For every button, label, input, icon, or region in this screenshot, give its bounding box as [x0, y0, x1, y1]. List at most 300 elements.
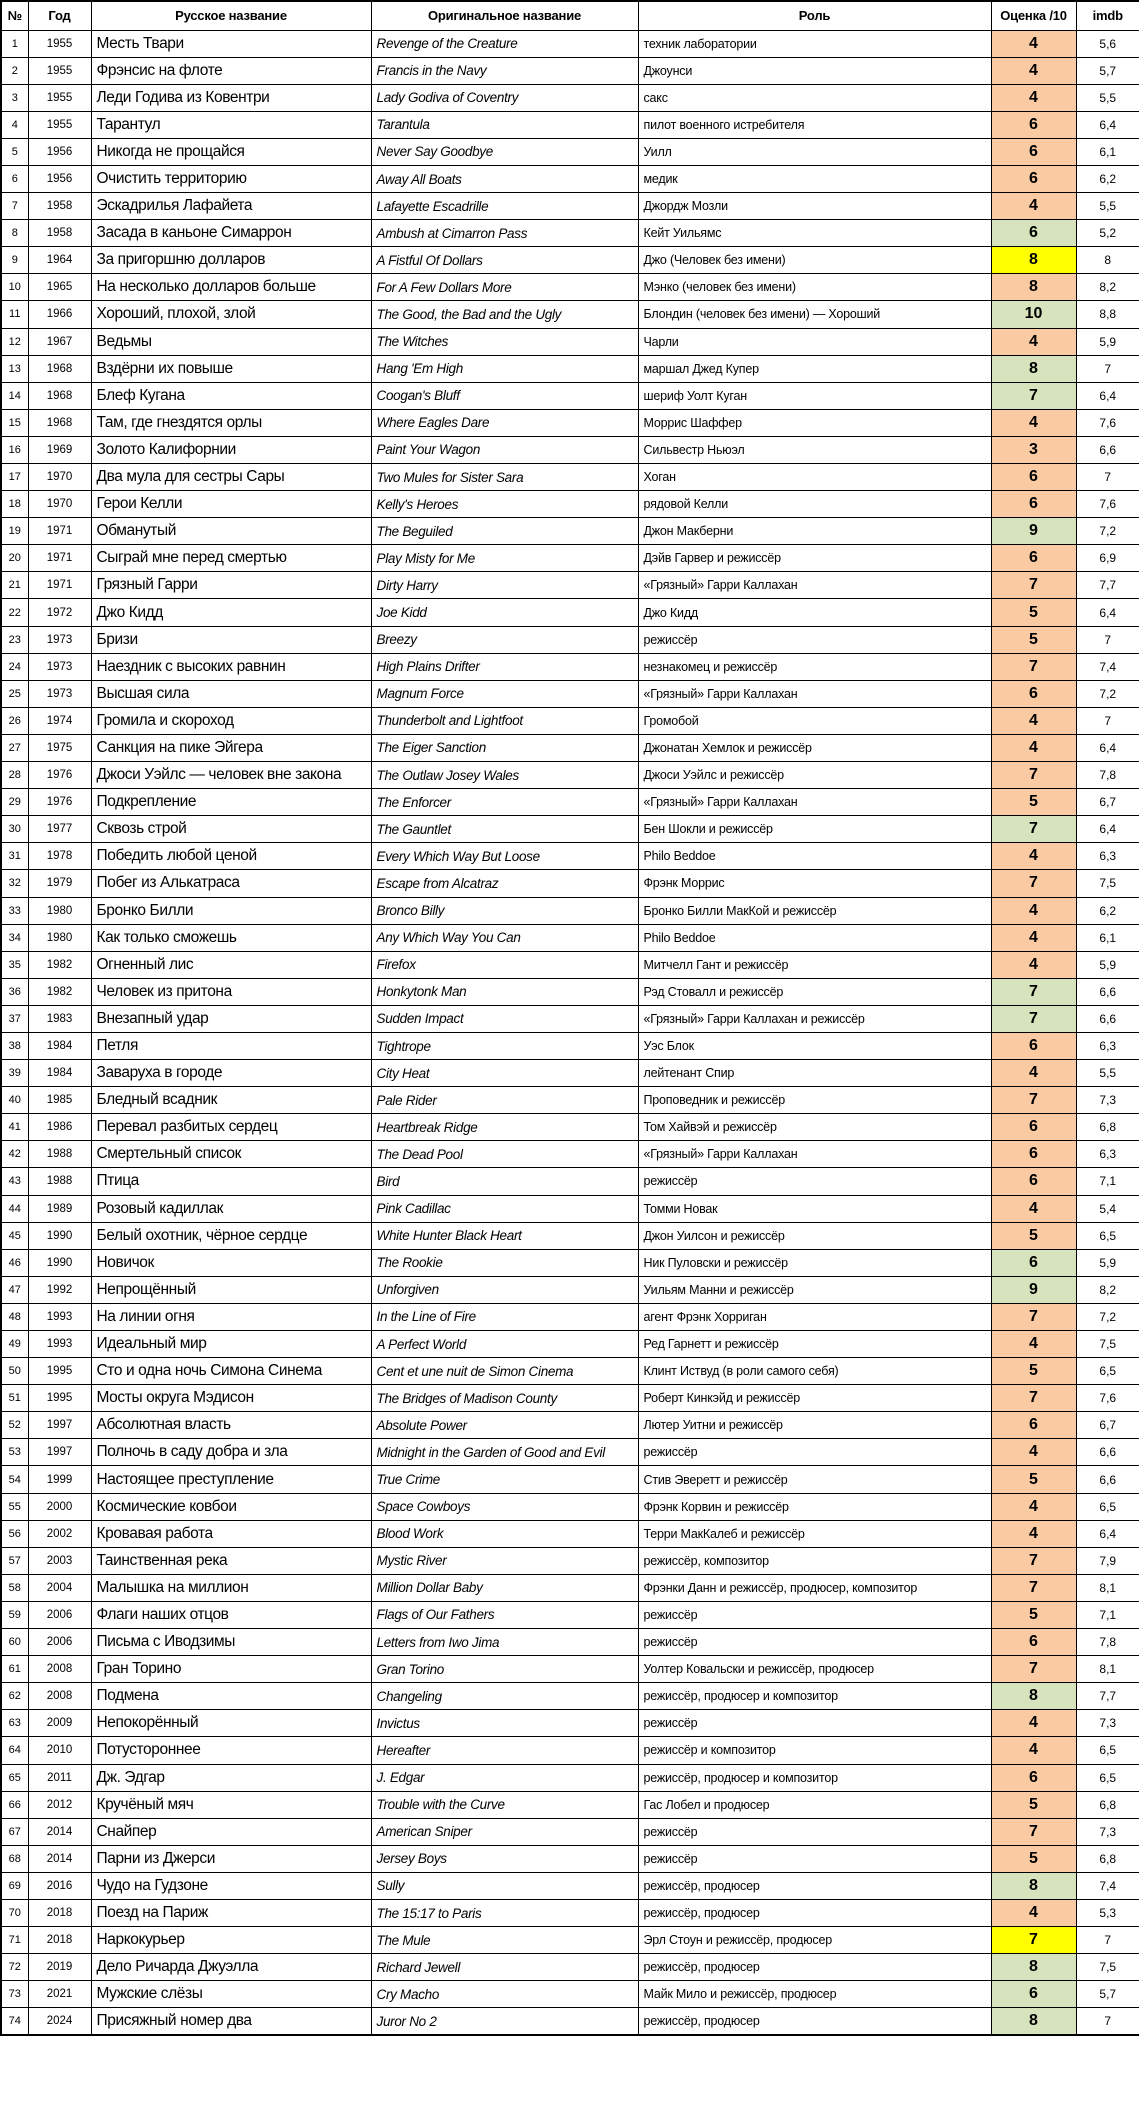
cell-number[interactable]: 44	[1, 1195, 28, 1222]
cell-year[interactable]: 2008	[28, 1656, 91, 1683]
cell-imdb[interactable]: 6,2	[1076, 897, 1139, 924]
cell-year[interactable]: 1956	[28, 165, 91, 192]
cell-year[interactable]: 1971	[28, 572, 91, 599]
cell-title-original[interactable]: The Outlaw Josey Wales	[371, 762, 638, 789]
cell-role[interactable]: Джоси Уэйлс и режиссёр	[638, 762, 991, 789]
cell-number[interactable]: 32	[1, 870, 28, 897]
cell-imdb[interactable]: 8,1	[1076, 1656, 1139, 1683]
cell-number[interactable]: 53	[1, 1439, 28, 1466]
cell-role[interactable]: режиссёр, композитор	[638, 1547, 991, 1574]
cell-rating[interactable]: 4	[991, 924, 1076, 951]
cell-rating[interactable]: 8	[991, 355, 1076, 382]
cell-number[interactable]: 69	[1, 1872, 28, 1899]
cell-year[interactable]: 1982	[28, 978, 91, 1005]
cell-number[interactable]: 28	[1, 762, 28, 789]
cell-title-ru[interactable]: Джоси Уэйлс — человек вне закона	[91, 762, 371, 789]
cell-title-original[interactable]: Thunderbolt and Lightfoot	[371, 707, 638, 734]
cell-title-ru[interactable]: Месть Твари	[91, 30, 371, 57]
cell-role[interactable]: Том Хайвэй и режиссёр	[638, 1114, 991, 1141]
cell-title-original[interactable]: Play Misty for Me	[371, 545, 638, 572]
cell-title-original[interactable]: Kelly's Heroes	[371, 491, 638, 518]
cell-role[interactable]: Уолтер Ковальски и режиссёр, продюсер	[638, 1656, 991, 1683]
cell-number[interactable]: 51	[1, 1385, 28, 1412]
cell-imdb[interactable]: 5,6	[1076, 30, 1139, 57]
header-year[interactable]: Год	[28, 1, 91, 30]
cell-role[interactable]: Уэс Блок	[638, 1032, 991, 1059]
cell-title-original[interactable]: Where Eagles Dare	[371, 409, 638, 436]
cell-year[interactable]: 1988	[28, 1168, 91, 1195]
cell-rating[interactable]: 4	[991, 951, 1076, 978]
cell-imdb[interactable]: 7,3	[1076, 1087, 1139, 1114]
cell-imdb[interactable]: 6,5	[1076, 1493, 1139, 1520]
cell-rating[interactable]: 8	[991, 1683, 1076, 1710]
cell-year[interactable]: 1997	[28, 1439, 91, 1466]
cell-role[interactable]: пилот военного истребителя	[638, 111, 991, 138]
cell-title-original[interactable]: Hang 'Em High	[371, 355, 638, 382]
cell-imdb[interactable]: 7,9	[1076, 1547, 1139, 1574]
cell-title-ru[interactable]: Леди Годива из Ковентри	[91, 84, 371, 111]
cell-number[interactable]: 54	[1, 1466, 28, 1493]
cell-imdb[interactable]: 6,3	[1076, 843, 1139, 870]
cell-number[interactable]: 20	[1, 545, 28, 572]
cell-rating[interactable]: 6	[991, 1981, 1076, 2008]
cell-rating[interactable]: 7	[991, 1574, 1076, 1601]
cell-rating[interactable]: 5	[991, 626, 1076, 653]
cell-title-original[interactable]: Pink Cadillac	[371, 1195, 638, 1222]
cell-role[interactable]: Терри МакКалеб и режиссёр	[638, 1520, 991, 1547]
cell-title-original[interactable]: Bronco Billy	[371, 897, 638, 924]
cell-role[interactable]: Сильвестр Ньюэл	[638, 436, 991, 463]
cell-year[interactable]: 1999	[28, 1466, 91, 1493]
cell-imdb[interactable]: 6,5	[1076, 1222, 1139, 1249]
cell-rating[interactable]: 6	[991, 111, 1076, 138]
cell-role[interactable]: Митчелл Гант и режиссёр	[638, 951, 991, 978]
cell-imdb[interactable]: 7,8	[1076, 762, 1139, 789]
cell-imdb[interactable]: 6,5	[1076, 1764, 1139, 1791]
cell-imdb[interactable]: 6,1	[1076, 924, 1139, 951]
cell-year[interactable]: 1956	[28, 138, 91, 165]
cell-title-ru[interactable]: Подкрепление	[91, 789, 371, 816]
cell-number[interactable]: 4	[1, 111, 28, 138]
cell-year[interactable]: 1972	[28, 599, 91, 626]
cell-title-ru[interactable]: Вздёрни их повыше	[91, 355, 371, 382]
cell-role[interactable]: «Грязный» Гарри Каллахан	[638, 572, 991, 599]
cell-rating[interactable]: 4	[991, 1710, 1076, 1737]
cell-year[interactable]: 1973	[28, 680, 91, 707]
cell-year[interactable]: 1995	[28, 1358, 91, 1385]
cell-imdb[interactable]: 5,9	[1076, 1249, 1139, 1276]
cell-title-ru[interactable]: Как только сможешь	[91, 924, 371, 951]
cell-number[interactable]: 68	[1, 1845, 28, 1872]
cell-number[interactable]: 39	[1, 1060, 28, 1087]
cell-title-original[interactable]: Mystic River	[371, 1547, 638, 1574]
cell-role[interactable]: сакс	[638, 84, 991, 111]
cell-number[interactable]: 52	[1, 1412, 28, 1439]
cell-title-ru[interactable]: Грязный Гарри	[91, 572, 371, 599]
cell-title-ru[interactable]: Ведьмы	[91, 328, 371, 355]
cell-imdb[interactable]: 6,4	[1076, 599, 1139, 626]
cell-title-ru[interactable]: Обманутый	[91, 518, 371, 545]
cell-number[interactable]: 26	[1, 707, 28, 734]
cell-number[interactable]: 2	[1, 57, 28, 84]
cell-number[interactable]: 29	[1, 789, 28, 816]
cell-number[interactable]: 49	[1, 1331, 28, 1358]
cell-title-ru[interactable]: Идеальный мир	[91, 1331, 371, 1358]
cell-year[interactable]: 1997	[28, 1412, 91, 1439]
cell-imdb[interactable]: 5,9	[1076, 951, 1139, 978]
cell-title-ru[interactable]: Космические ковбои	[91, 1493, 371, 1520]
cell-role[interactable]: Хоган	[638, 464, 991, 491]
cell-number[interactable]: 11	[1, 301, 28, 328]
cell-number[interactable]: 23	[1, 626, 28, 653]
cell-rating[interactable]: 5	[991, 1791, 1076, 1818]
cell-year[interactable]: 1971	[28, 545, 91, 572]
cell-imdb[interactable]: 8,2	[1076, 274, 1139, 301]
cell-year[interactable]: 1985	[28, 1087, 91, 1114]
cell-year[interactable]: 1968	[28, 409, 91, 436]
cell-rating[interactable]: 4	[991, 1195, 1076, 1222]
cell-year[interactable]: 1974	[28, 707, 91, 734]
cell-number[interactable]: 70	[1, 1899, 28, 1926]
cell-title-original[interactable]: Gran Torino	[371, 1656, 638, 1683]
cell-role[interactable]: Томми Новак	[638, 1195, 991, 1222]
cell-title-ru[interactable]: Победить любой ценой	[91, 843, 371, 870]
cell-role[interactable]: режиссёр	[638, 1439, 991, 1466]
cell-title-original[interactable]: Bird	[371, 1168, 638, 1195]
cell-number[interactable]: 16	[1, 436, 28, 463]
cell-role[interactable]: режиссёр, продюсер	[638, 1872, 991, 1899]
cell-imdb[interactable]: 7,2	[1076, 1303, 1139, 1330]
cell-year[interactable]: 1968	[28, 355, 91, 382]
cell-title-ru[interactable]: Высшая сила	[91, 680, 371, 707]
cell-imdb[interactable]: 6,8	[1076, 1845, 1139, 1872]
cell-title-ru[interactable]: Малышка на миллион	[91, 1574, 371, 1601]
cell-title-ru[interactable]: Полночь в саду добра и зла	[91, 1439, 371, 1466]
cell-title-ru[interactable]: Эскадрилья Лафайета	[91, 193, 371, 220]
cell-number[interactable]: 62	[1, 1683, 28, 1710]
cell-rating[interactable]: 4	[991, 707, 1076, 734]
cell-title-ru[interactable]: За пригоршню долларов	[91, 247, 371, 274]
cell-year[interactable]: 1993	[28, 1303, 91, 1330]
cell-number[interactable]: 59	[1, 1601, 28, 1628]
cell-role[interactable]: режиссёр	[638, 1710, 991, 1737]
cell-rating[interactable]: 6	[991, 1249, 1076, 1276]
cell-title-ru[interactable]: Герои Келли	[91, 491, 371, 518]
cell-role[interactable]: «Грязный» Гарри Каллахан и режиссёр	[638, 1005, 991, 1032]
cell-role[interactable]: Джонатан Хемлок и режиссёр	[638, 734, 991, 761]
cell-number[interactable]: 10	[1, 274, 28, 301]
cell-role[interactable]: Роберт Кинкэйд и режиссёр	[638, 1385, 991, 1412]
cell-year[interactable]: 1969	[28, 436, 91, 463]
cell-year[interactable]: 1984	[28, 1060, 91, 1087]
cell-imdb[interactable]: 6,5	[1076, 1358, 1139, 1385]
cell-rating[interactable]: 6	[991, 1168, 1076, 1195]
cell-role[interactable]: Ник Пуловски и режиссёр	[638, 1249, 991, 1276]
cell-title-original[interactable]: Midnight in the Garden of Good and Evil	[371, 1439, 638, 1466]
cell-imdb[interactable]: 6,3	[1076, 1032, 1139, 1059]
cell-rating[interactable]: 8	[991, 2008, 1076, 2035]
cell-rating[interactable]: 5	[991, 1222, 1076, 1249]
cell-title-original[interactable]: J. Edgar	[371, 1764, 638, 1791]
cell-year[interactable]: 2011	[28, 1764, 91, 1791]
cell-title-original[interactable]: Absolute Power	[371, 1412, 638, 1439]
cell-title-original[interactable]: Honkytonk Man	[371, 978, 638, 1005]
cell-rating[interactable]: 4	[991, 843, 1076, 870]
cell-year[interactable]: 1993	[28, 1331, 91, 1358]
cell-title-original[interactable]: Blood Work	[371, 1520, 638, 1547]
cell-title-ru[interactable]: Никогда не прощайся	[91, 138, 371, 165]
cell-rating[interactable]: 7	[991, 1303, 1076, 1330]
cell-title-original[interactable]: The Witches	[371, 328, 638, 355]
cell-rating[interactable]: 4	[991, 84, 1076, 111]
cell-role[interactable]: режиссёр и композитор	[638, 1737, 991, 1764]
cell-rating[interactable]: 4	[991, 1520, 1076, 1547]
cell-imdb[interactable]: 5,4	[1076, 1195, 1139, 1222]
cell-imdb[interactable]: 8,2	[1076, 1276, 1139, 1303]
cell-role[interactable]: Фрэнк Моррис	[638, 870, 991, 897]
cell-imdb[interactable]: 6,6	[1076, 978, 1139, 1005]
cell-year[interactable]: 1979	[28, 870, 91, 897]
cell-role[interactable]: техник лаборатории	[638, 30, 991, 57]
cell-year[interactable]: 2018	[28, 1899, 91, 1926]
cell-number[interactable]: 36	[1, 978, 28, 1005]
cell-rating[interactable]: 7	[991, 382, 1076, 409]
cell-role[interactable]: Клинт Иствуд (в роли самого себя)	[638, 1358, 991, 1385]
cell-imdb[interactable]: 7,5	[1076, 1954, 1139, 1981]
cell-year[interactable]: 1977	[28, 816, 91, 843]
cell-title-original[interactable]: Million Dollar Baby	[371, 1574, 638, 1601]
cell-rating[interactable]: 4	[991, 734, 1076, 761]
cell-imdb[interactable]: 7,6	[1076, 491, 1139, 518]
cell-imdb[interactable]: 7	[1076, 1927, 1139, 1954]
cell-rating[interactable]: 7	[991, 762, 1076, 789]
cell-title-ru[interactable]: Бледный всадник	[91, 1087, 371, 1114]
cell-number[interactable]: 50	[1, 1358, 28, 1385]
cell-rating[interactable]: 7	[991, 1927, 1076, 1954]
cell-title-ru[interactable]: Тарантул	[91, 111, 371, 138]
cell-title-original[interactable]: For A Few Dollars More	[371, 274, 638, 301]
cell-title-ru[interactable]: Поезд на Париж	[91, 1899, 371, 1926]
cell-year[interactable]: 2009	[28, 1710, 91, 1737]
cell-title-ru[interactable]: Кровавая работа	[91, 1520, 371, 1547]
cell-title-ru[interactable]: Внезапный удар	[91, 1005, 371, 1032]
cell-title-original[interactable]: Sully	[371, 1872, 638, 1899]
cell-title-original[interactable]: White Hunter Black Heart	[371, 1222, 638, 1249]
cell-role[interactable]: Джон Макберни	[638, 518, 991, 545]
cell-title-ru[interactable]: Наркокурьер	[91, 1927, 371, 1954]
cell-rating[interactable]: 6	[991, 1764, 1076, 1791]
cell-title-original[interactable]: Space Cowboys	[371, 1493, 638, 1520]
header-title-original[interactable]: Оригинальное название	[371, 1, 638, 30]
cell-imdb[interactable]: 6,6	[1076, 1005, 1139, 1032]
header-imdb[interactable]: imdb	[1076, 1, 1139, 30]
cell-title-ru[interactable]: Громила и скороход	[91, 707, 371, 734]
cell-rating[interactable]: 4	[991, 1060, 1076, 1087]
cell-title-ru[interactable]: Огненный лис	[91, 951, 371, 978]
cell-title-original[interactable]: Revenge of the Creature	[371, 30, 638, 57]
cell-title-ru[interactable]: Снайпер	[91, 1818, 371, 1845]
cell-number[interactable]: 71	[1, 1927, 28, 1954]
cell-imdb[interactable]: 6,8	[1076, 1791, 1139, 1818]
cell-imdb[interactable]: 5,7	[1076, 1981, 1139, 2008]
cell-title-ru[interactable]: Санкция на пике Эйгера	[91, 734, 371, 761]
cell-number[interactable]: 1	[1, 30, 28, 57]
cell-rating[interactable]: 4	[991, 1899, 1076, 1926]
cell-number[interactable]: 22	[1, 599, 28, 626]
cell-rating[interactable]: 7	[991, 1087, 1076, 1114]
cell-rating[interactable]: 8	[991, 1872, 1076, 1899]
cell-title-ru[interactable]: Фрэнсис на флоте	[91, 57, 371, 84]
cell-rating[interactable]: 10	[991, 301, 1076, 328]
cell-role[interactable]: Проповедник и режиссёр	[638, 1087, 991, 1114]
cell-year[interactable]: 1995	[28, 1385, 91, 1412]
cell-title-ru[interactable]: Хороший, плохой, злой	[91, 301, 371, 328]
cell-imdb[interactable]: 7,7	[1076, 572, 1139, 599]
cell-imdb[interactable]: 7	[1076, 464, 1139, 491]
cell-imdb[interactable]: 6,2	[1076, 165, 1139, 192]
cell-year[interactable]: 1990	[28, 1249, 91, 1276]
cell-number[interactable]: 18	[1, 491, 28, 518]
cell-title-ru[interactable]: Сыграй мне перед смертью	[91, 545, 371, 572]
cell-imdb[interactable]: 6,6	[1076, 1466, 1139, 1493]
cell-number[interactable]: 73	[1, 1981, 28, 2008]
cell-role[interactable]: режиссёр, продюсер	[638, 1954, 991, 1981]
cell-year[interactable]: 2019	[28, 1954, 91, 1981]
cell-year[interactable]: 2000	[28, 1493, 91, 1520]
cell-title-original[interactable]: Trouble with the Curve	[371, 1791, 638, 1818]
cell-title-original[interactable]: The Eiger Sanction	[371, 734, 638, 761]
cell-role[interactable]: Philo Beddoe	[638, 924, 991, 951]
cell-number[interactable]: 57	[1, 1547, 28, 1574]
cell-imdb[interactable]: 7,6	[1076, 409, 1139, 436]
cell-rating[interactable]: 6	[991, 1412, 1076, 1439]
cell-imdb[interactable]: 6,5	[1076, 1737, 1139, 1764]
cell-rating[interactable]: 7	[991, 1005, 1076, 1032]
cell-role[interactable]: Джо (Человек без имени)	[638, 247, 991, 274]
cell-number[interactable]: 37	[1, 1005, 28, 1032]
cell-number[interactable]: 30	[1, 816, 28, 843]
cell-title-ru[interactable]: Наездник с высоких равнин	[91, 653, 371, 680]
cell-number[interactable]: 65	[1, 1764, 28, 1791]
cell-year[interactable]: 1988	[28, 1141, 91, 1168]
cell-imdb[interactable]: 5,7	[1076, 57, 1139, 84]
cell-year[interactable]: 1990	[28, 1222, 91, 1249]
cell-rating[interactable]: 6	[991, 680, 1076, 707]
cell-year[interactable]: 1967	[28, 328, 91, 355]
cell-number[interactable]: 17	[1, 464, 28, 491]
cell-title-ru[interactable]: На несколько долларов больше	[91, 274, 371, 301]
cell-title-original[interactable]: Away All Boats	[371, 165, 638, 192]
cell-imdb[interactable]: 5,5	[1076, 1060, 1139, 1087]
cell-title-ru[interactable]: Белый охотник, чёрное сердце	[91, 1222, 371, 1249]
cell-rating[interactable]: 4	[991, 1439, 1076, 1466]
cell-title-ru[interactable]: Парни из Джерси	[91, 1845, 371, 1872]
cell-title-ru[interactable]: На линии огня	[91, 1303, 371, 1330]
cell-role[interactable]: Блондин (человек без имени) — Хороший	[638, 301, 991, 328]
cell-title-ru[interactable]: Гран Торино	[91, 1656, 371, 1683]
header-number[interactable]: №	[1, 1, 28, 30]
cell-imdb[interactable]: 5,3	[1076, 1899, 1139, 1926]
cell-imdb[interactable]: 7,1	[1076, 1601, 1139, 1628]
cell-title-ru[interactable]: Бризи	[91, 626, 371, 653]
cell-role[interactable]: Мэнко (человек без имени)	[638, 274, 991, 301]
cell-number[interactable]: 21	[1, 572, 28, 599]
cell-title-ru[interactable]: Бронко Билли	[91, 897, 371, 924]
cell-title-original[interactable]: Dirty Harry	[371, 572, 638, 599]
cell-number[interactable]: 12	[1, 328, 28, 355]
cell-role[interactable]: Джоунси	[638, 57, 991, 84]
cell-year[interactable]: 2016	[28, 1872, 91, 1899]
cell-rating[interactable]: 6	[991, 545, 1076, 572]
cell-year[interactable]: 2012	[28, 1791, 91, 1818]
cell-title-original[interactable]: Any Which Way You Can	[371, 924, 638, 951]
cell-title-original[interactable]: The Bridges of Madison County	[371, 1385, 638, 1412]
cell-rating[interactable]: 7	[991, 1385, 1076, 1412]
cell-title-original[interactable]: Coogan's Bluff	[371, 382, 638, 409]
cell-number[interactable]: 74	[1, 2008, 28, 2035]
cell-imdb[interactable]: 6,6	[1076, 436, 1139, 463]
cell-role[interactable]: режиссёр, продюсер	[638, 2008, 991, 2035]
cell-number[interactable]: 38	[1, 1032, 28, 1059]
cell-year[interactable]: 1986	[28, 1114, 91, 1141]
cell-role[interactable]: Лютер Уитни и режиссёр	[638, 1412, 991, 1439]
cell-title-original[interactable]: A Perfect World	[371, 1331, 638, 1358]
cell-year[interactable]: 1983	[28, 1005, 91, 1032]
cell-rating[interactable]: 6	[991, 220, 1076, 247]
cell-imdb[interactable]: 7	[1076, 707, 1139, 734]
cell-title-ru[interactable]: Заваруха в городе	[91, 1060, 371, 1087]
cell-title-original[interactable]: True Crime	[371, 1466, 638, 1493]
cell-imdb[interactable]: 5,9	[1076, 328, 1139, 355]
cell-year[interactable]: 1976	[28, 789, 91, 816]
cell-role[interactable]: Бронко Билли МакКой и режиссёр	[638, 897, 991, 924]
cell-title-ru[interactable]: Джо Кидд	[91, 599, 371, 626]
cell-title-original[interactable]: Tightrope	[371, 1032, 638, 1059]
cell-imdb[interactable]: 6,9	[1076, 545, 1139, 572]
cell-title-original[interactable]: A Fistful Of Dollars	[371, 247, 638, 274]
cell-year[interactable]: 1989	[28, 1195, 91, 1222]
cell-title-original[interactable]: Ambush at Cimarron Pass	[371, 220, 638, 247]
cell-year[interactable]: 2006	[28, 1601, 91, 1628]
cell-number[interactable]: 67	[1, 1818, 28, 1845]
cell-title-original[interactable]: Unforgiven	[371, 1276, 638, 1303]
cell-title-ru[interactable]: Человек из притона	[91, 978, 371, 1005]
cell-title-original[interactable]: Tarantula	[371, 111, 638, 138]
cell-role[interactable]: режиссёр	[638, 1845, 991, 1872]
cell-year[interactable]: 2014	[28, 1845, 91, 1872]
cell-imdb[interactable]: 6,8	[1076, 1114, 1139, 1141]
cell-rating[interactable]: 8	[991, 247, 1076, 274]
cell-rating[interactable]: 7	[991, 653, 1076, 680]
cell-title-original[interactable]: American Sniper	[371, 1818, 638, 1845]
cell-title-ru[interactable]: Золото Калифорнии	[91, 436, 371, 463]
cell-imdb[interactable]: 6,4	[1076, 382, 1139, 409]
cell-year[interactable]: 1992	[28, 1276, 91, 1303]
cell-title-ru[interactable]: Петля	[91, 1032, 371, 1059]
cell-number[interactable]: 8	[1, 220, 28, 247]
cell-title-original[interactable]: In the Line of Fire	[371, 1303, 638, 1330]
cell-imdb[interactable]: 6,4	[1076, 816, 1139, 843]
cell-role[interactable]: «Грязный» Гарри Каллахан	[638, 1141, 991, 1168]
cell-imdb[interactable]: 7,2	[1076, 680, 1139, 707]
cell-number[interactable]: 35	[1, 951, 28, 978]
cell-rating[interactable]: 5	[991, 1466, 1076, 1493]
cell-rating[interactable]: 4	[991, 193, 1076, 220]
cell-number[interactable]: 7	[1, 193, 28, 220]
cell-role[interactable]: режиссёр	[638, 626, 991, 653]
cell-imdb[interactable]: 7,4	[1076, 1872, 1139, 1899]
cell-title-ru[interactable]: Два мула для сестры Сары	[91, 464, 371, 491]
